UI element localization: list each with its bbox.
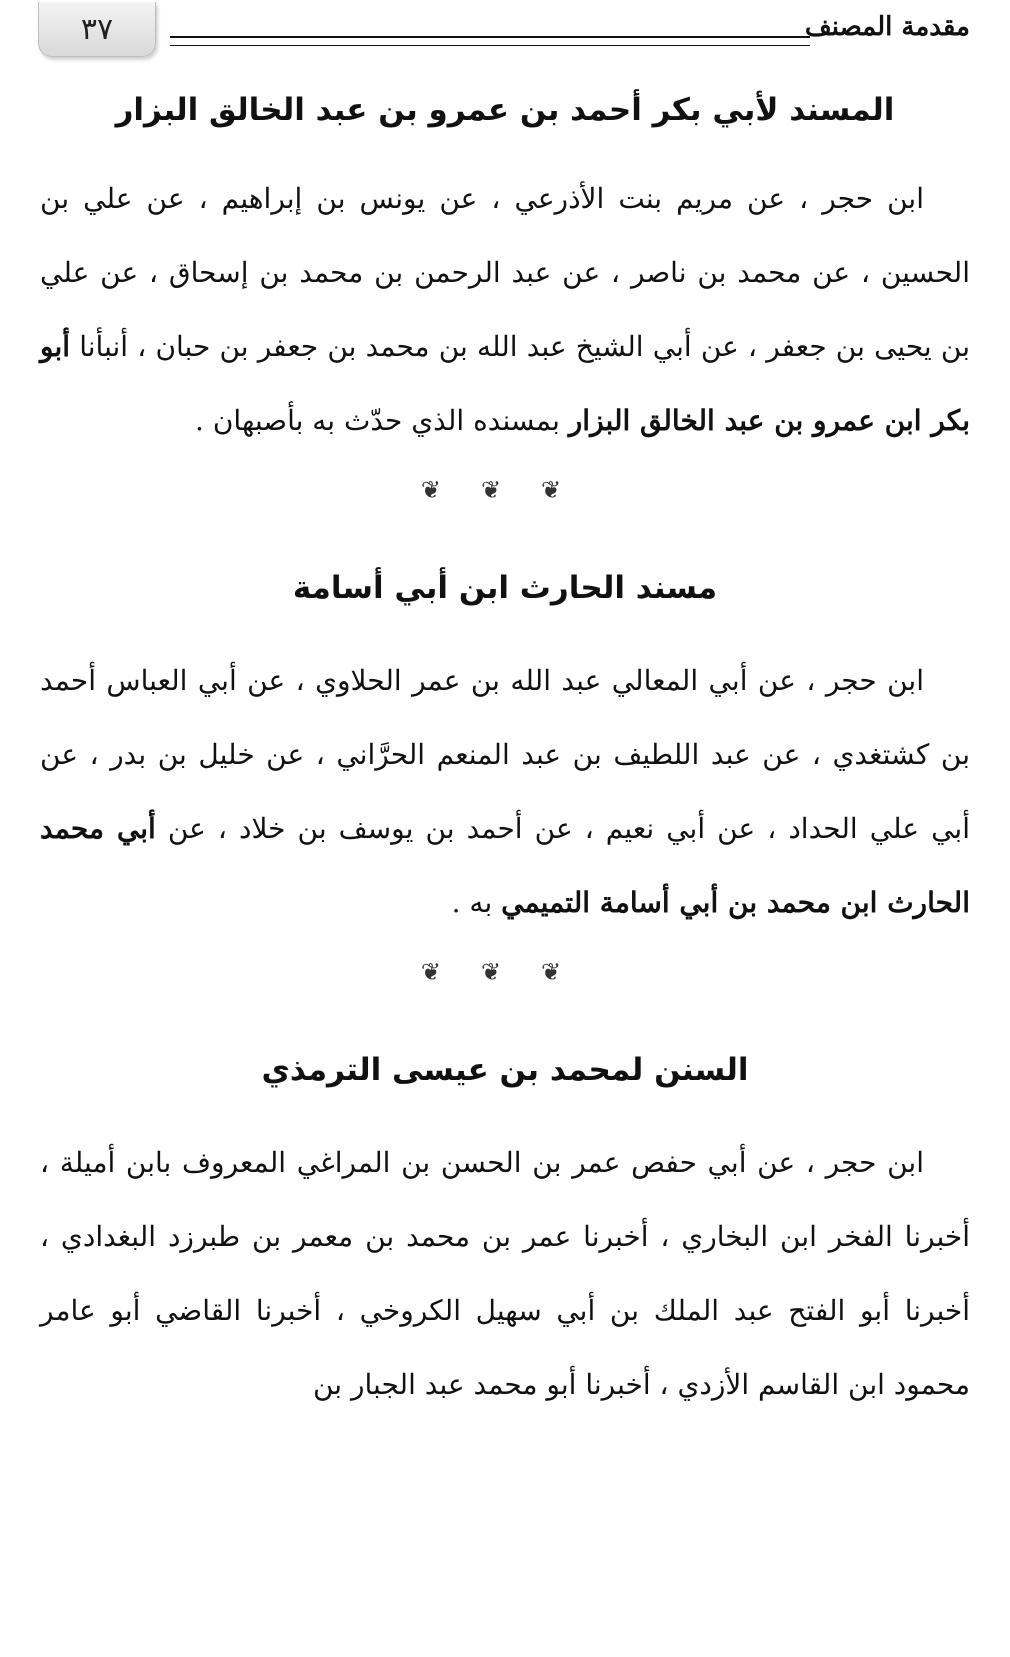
- floral-ornament-icon: ❦: [480, 958, 530, 986]
- floral-ornament-icon: ❦: [541, 476, 590, 504]
- text-part: ابن حجر ، عن مريم بنت الأذرعي ، عن يونس بن إبراهيم ، عن علي بن الحسين ، عن محمد بن ناصر ، عن عبد الرحمن بن محمد بن إسحاق ، عن علي بن يحيى بن جعفر ، عن أبي الشيخ عبد الله بن محمد بن جعفر بن حبان ، أنبأنا: [40, 182, 970, 363]
- section-separator: [0, 476, 1010, 504]
- text-part: بمسنده الذي حدّث به بأصبهان .: [195, 404, 569, 437]
- section-separator: [0, 958, 1010, 986]
- section-text-sunan-tirmidhi: [40, 1126, 970, 1422]
- page-number-tab: [38, 2, 156, 57]
- page-header: [0, 0, 1010, 70]
- header-rule: [170, 36, 810, 46]
- section-title-musnad-harith: مسند الحارث ابن أبي أسامة: [292, 570, 718, 606]
- section-text-musnad-harith: [40, 644, 970, 940]
- text-part: ابن حجر ، عن أبي المعالي عبد الله بن عمر الحلاوي ، عن أبي العباس أحمد بن كشتغدي ، عن عبد اللطيف بن عبد المنعم الحرَّاني ، عن خليل بن بدر ، عن أبي علي الحداد ، عن أبي نعيم ، عن أحمد بن يوسف بن خلاد ، عن: [40, 664, 970, 845]
- text-part: به .: [451, 886, 502, 919]
- floral-ornament-icon: ❦: [420, 476, 469, 504]
- bold-text: أبو بكر ابن عمرو بن عبد الخالق البزار: [40, 330, 970, 437]
- section-text-musnad-bazzar: [40, 162, 970, 458]
- section-title-sunan-tirmidhi: السنن لمحمد بن عيسى الترمذي: [261, 1052, 749, 1088]
- floral-ornament-icon: ❦: [480, 476, 530, 504]
- section-title-musnad-bazzar: المسند لأبي بكر أحمد بن عمرو بن عبد الخالق البزار: [115, 92, 895, 128]
- bold-text: أبي محمد الحارث ابن محمد بن أبي أسامة التميمي: [40, 812, 970, 919]
- floral-ornament-icon: ❦: [420, 958, 469, 986]
- page-number: ٣٧: [80, 11, 114, 47]
- running-title: مقدمة المصنف: [804, 12, 970, 42]
- text-part: ابن حجر ، عن أبي حفص عمر بن الحسن بن المراغي المعروف بابن أميلة ، أخبرنا الفخر ابن البخاري ، أخبرنا عمر بن محمد بن معمر بن طبرزد البغدادي ، أخبرنا أبو الفتح عبد الملك بن أبي سهيل الكروخي ، أخبرنا القاضي أبو عامر محمود ابن القاسم الأزدي ، أخبرنا أبو محمد عبد الجبار بن: [40, 1146, 970, 1401]
- floral-ornament-icon: ❦: [541, 958, 590, 986]
